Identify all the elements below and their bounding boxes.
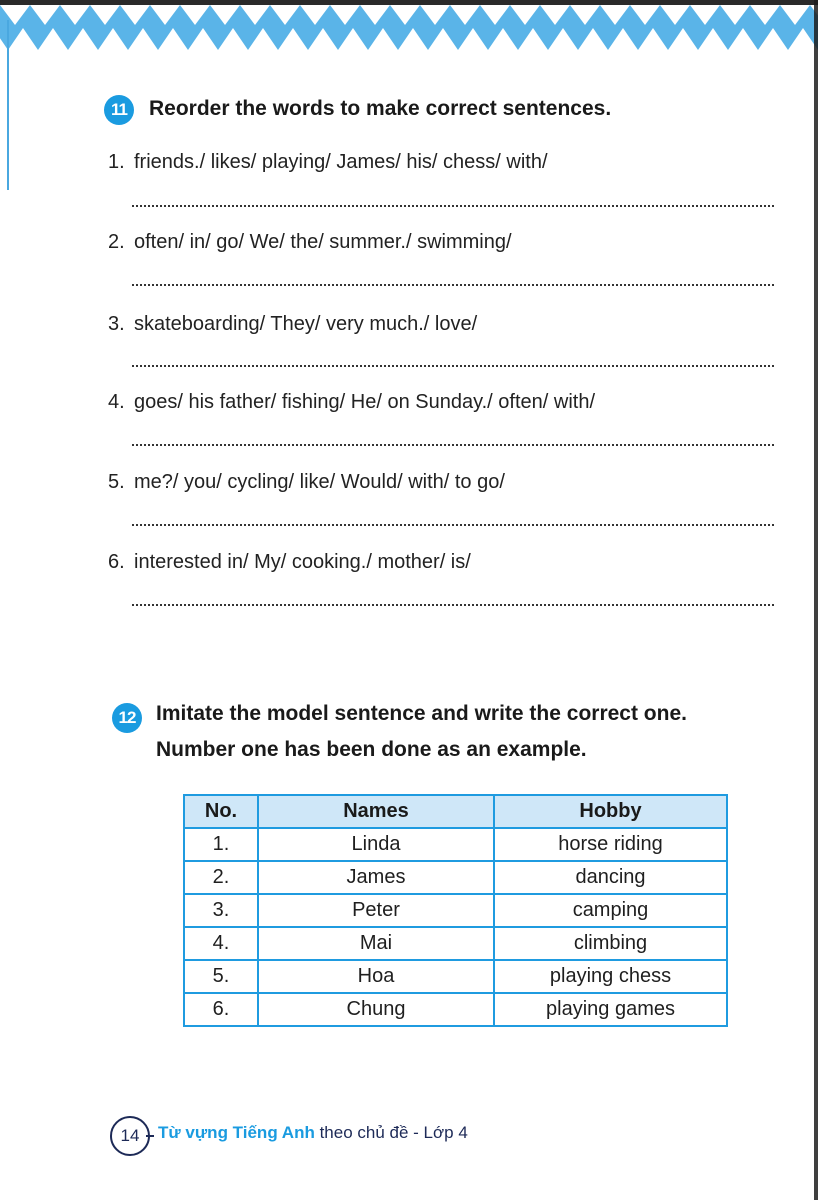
cell-no: 1. [184, 828, 258, 861]
item-number: 1. [108, 151, 125, 173]
header-no: No. [184, 795, 258, 828]
exercise-11-item [108, 151, 548, 174]
page-number-text: 14 [120, 1126, 140, 1145]
book-title-strong: Từ vựng Tiếng Anh [158, 1123, 315, 1142]
page-number [110, 1116, 150, 1156]
cell-no: 3. [184, 894, 258, 927]
cell-hobby: climbing [494, 927, 727, 960]
item-text: interested in/ My/ cooking./ mother/ is/ [134, 551, 471, 573]
cell-hobby: horse riding [494, 828, 727, 861]
exercise-11-item [108, 231, 512, 254]
table-row [184, 993, 727, 1026]
table-row [184, 960, 727, 993]
footer-connector [146, 1135, 154, 1137]
header-hobby: Hobby [494, 795, 727, 828]
cell-no: 6. [184, 993, 258, 1026]
cell-name: Linda [258, 828, 494, 861]
table-row [184, 927, 727, 960]
exercise-11-item [108, 391, 595, 414]
exercise-11-item [108, 313, 477, 336]
exercise-12-number: 12 [118, 708, 136, 727]
book-title [158, 1123, 468, 1143]
exercise-11-item [108, 471, 505, 494]
cell-name: Peter [258, 894, 494, 927]
cell-no: 4. [184, 927, 258, 960]
cell-hobby: dancing [494, 861, 727, 894]
cell-no: 2. [184, 861, 258, 894]
exercise-12-badge [112, 703, 142, 733]
answer-line-5 [132, 524, 774, 526]
cell-name: James [258, 861, 494, 894]
item-text: friends./ likes/ playing/ James/ his/ chess/ with/ [134, 151, 548, 173]
answer-line-1 [132, 205, 774, 207]
exercise-11-badge [104, 95, 134, 125]
table-header-row [184, 795, 727, 828]
item-number: 6. [108, 551, 125, 573]
hobby-table [183, 794, 728, 1027]
page-edge [814, 0, 818, 1200]
cell-name: Mai [258, 927, 494, 960]
table-row [184, 861, 727, 894]
exercise-12-title-line-2: Number one has been done as an example. [156, 738, 587, 761]
exercise-11-item [108, 551, 471, 574]
item-number: 2. [108, 231, 125, 253]
exercise-11-number: 11 [111, 100, 127, 119]
item-number: 3. [108, 313, 125, 335]
margin-rule [7, 20, 9, 190]
table-row [184, 828, 727, 861]
table-row [184, 894, 727, 927]
exercise-11-title: Reorder the words to make correct sentences. [149, 97, 612, 120]
cell-name: Chung [258, 993, 494, 1026]
header-names: Names [258, 795, 494, 828]
cell-no: 5. [184, 960, 258, 993]
answer-line-4 [132, 444, 774, 446]
cell-hobby: playing chess [494, 960, 727, 993]
item-text: often/ in/ go/ We/ the/ summer./ swimming/ [134, 231, 512, 253]
item-number: 4. [108, 391, 125, 413]
item-text: goes/ his father/ fishing/ He/ on Sunday./ often/ with/ [134, 391, 596, 413]
item-text: skateboarding/ They/ very much./ love/ [134, 313, 478, 335]
item-number: 5. [108, 471, 125, 493]
cell-name: Hoa [258, 960, 494, 993]
zigzag-border [0, 0, 818, 62]
item-text: me?/ you/ cycling/ like/ Would/ with/ to go/ [134, 471, 505, 493]
cell-hobby: playing games [494, 993, 727, 1026]
answer-line-6 [132, 604, 774, 606]
cell-hobby: camping [494, 894, 727, 927]
exercise-12-title-line-1: Imitate the model sentence and write the correct one. [156, 702, 687, 725]
answer-line-2 [132, 284, 774, 286]
answer-line-3 [132, 365, 774, 367]
book-title-rest: theo chủ đề - Lớp 4 [319, 1123, 468, 1142]
